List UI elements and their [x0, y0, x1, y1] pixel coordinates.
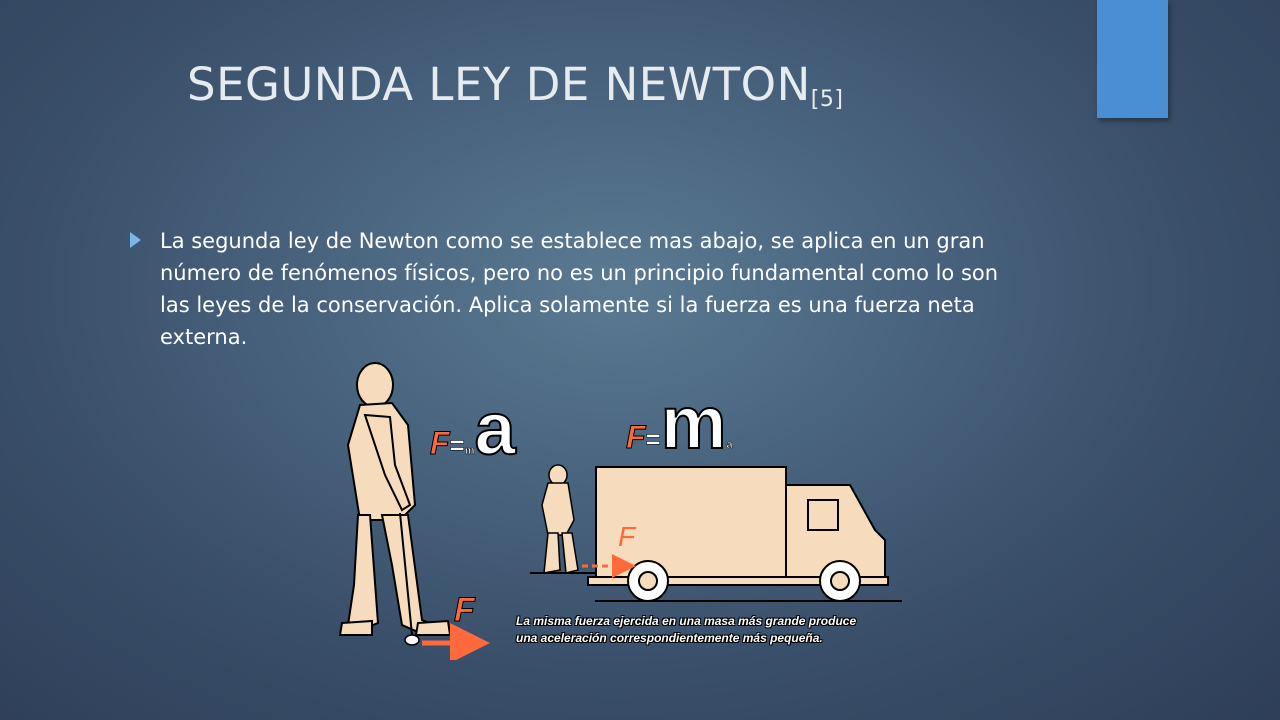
- golfer-force-label: F: [454, 591, 475, 629]
- truck-force-label: F: [618, 521, 636, 552]
- title-text: SEGUNDA LEY DE NEWTON: [187, 58, 811, 111]
- equation-golfer: [430, 387, 516, 470]
- caption-line-2: una aceleración correspondientemente más pequeña.: [516, 631, 823, 645]
- eq2-acceleration-symbol: a: [726, 439, 733, 451]
- caption-line-1: La misma fuerza ejercida en una masa más grande produce: [516, 614, 857, 628]
- newton-second-law-illustration: [330, 355, 930, 660]
- eq1-mass-symbol: m: [464, 445, 475, 457]
- eq1-force-symbol: F: [430, 425, 450, 461]
- illustration-caption: [516, 613, 856, 647]
- triangle-right-icon: [130, 232, 141, 248]
- eq2-force-symbol: F: [626, 419, 646, 455]
- bullet-item: [130, 225, 1010, 353]
- eq1-equals: =: [449, 430, 465, 460]
- title-reference: [5]: [810, 87, 844, 112]
- slide-title: [187, 58, 843, 112]
- bullet-text: La segunda ley de Newton como se establece mas abajo, se aplica en un gran número de fenómenos físicos, pero no es un principio fundamental como lo son las leyes de la conservación. Aplica solamente si la fuerza es una fuerza neta externa.: [160, 229, 999, 349]
- small-golfer-figure: [542, 465, 578, 573]
- equation-truck: [626, 381, 733, 464]
- eq1-acceleration-symbol: a: [474, 387, 516, 470]
- eq2-equals: =: [645, 424, 661, 454]
- eq2-mass-symbol: m: [660, 381, 727, 464]
- golf-ball-icon: [405, 635, 419, 645]
- accent-bar: [1097, 0, 1168, 118]
